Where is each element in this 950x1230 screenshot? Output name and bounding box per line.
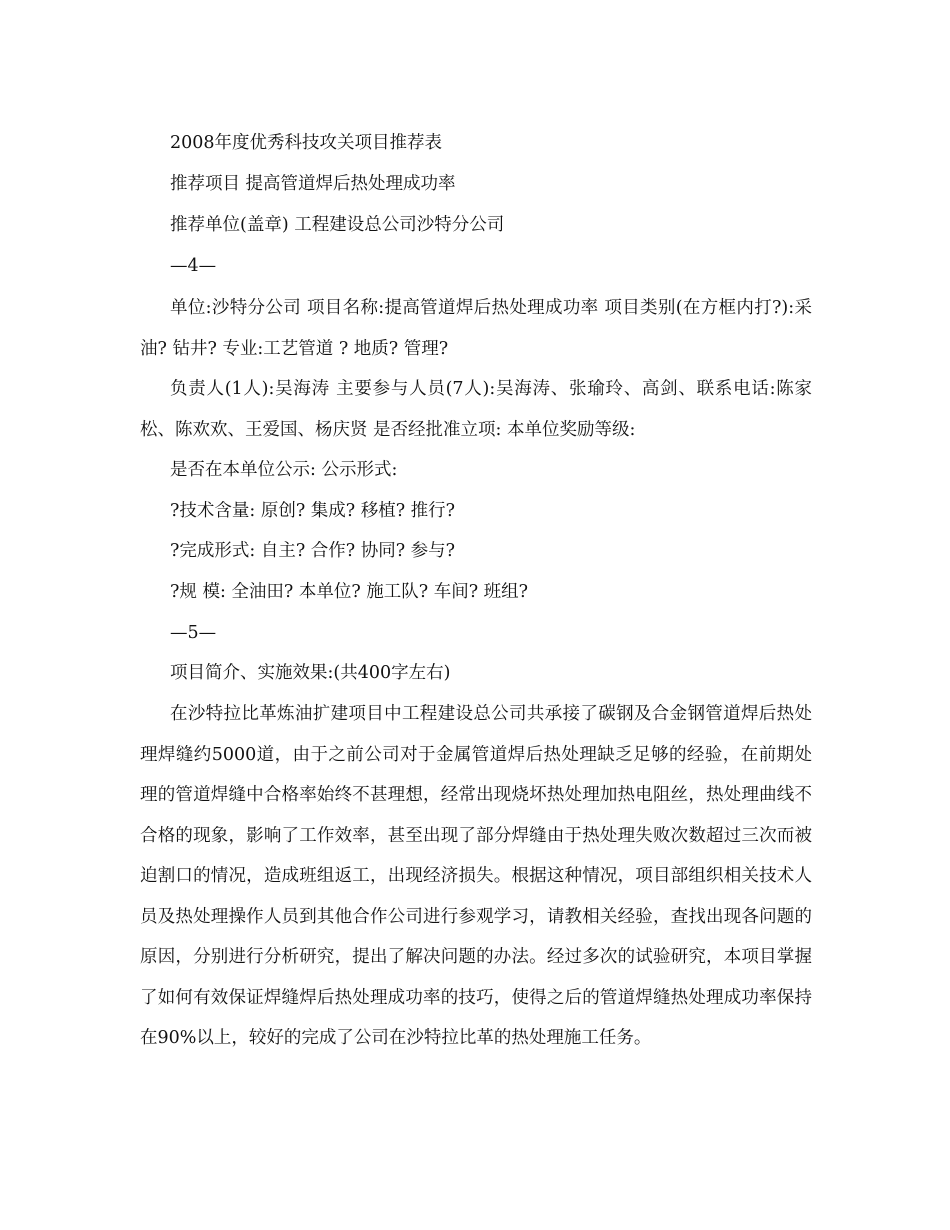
- project-info-paragraph: 单位:沙特分公司 项目名称:提高管道焊后热处理成功率 项目类别(在方框内打?):采油? 钻井? 专业:工艺管道 ? 地质? 管理?: [140, 298, 812, 359]
- recommending-unit-line: 推荐单位(盖章) 工程建设总公司沙特分公司: [170, 215, 505, 235]
- intro-body-paragraph: 在沙特拉比革炼油扩建项目中工程建设总公司共承接了碳钢及合金钢管道焊后热处理焊缝约5000道，由于之前公司对于金属管道焊后热处理缺乏足够的经验，在前期处理的管道焊缝中合格率始终不甚理想，经常出现烧坏热处理加热电阻丝，热处理曲线不合格的现象，影响了工作效率，甚至出现了部分焊缝由于热处理失败次数超过三次而被迫割口的情况，造成班组返工，出现经济损失。根据这种情况，项目部组织相关技术人员及热处理操作人员到其他合作公司进行参观学习，请教相关经验，查找出现各问题的原因，分别进行分析研究，提出了解决问题的办法。经过多次的试验研究，本项目掌握了如何有效保证焊缝焊后热处理成功率的技巧，使得之后的管道焊缝热处理成功率保持在90%以上，较好的完成了公司在沙特拉比革的热处理施工任务。: [140, 704, 812, 1048]
- completion-form-line: ?完成形式: 自主? 合作? 协同? 参与?: [170, 541, 456, 561]
- scale-line: ?规 模: 全油田? 本单位? 施工队? 车间? 班组?: [170, 582, 529, 602]
- technical-content-line: ?技术含量: 原创? 集成? 移植? 推行?: [170, 501, 456, 521]
- page-marker-4: —4—: [170, 256, 217, 276]
- intro-heading: 项目简介、实施效果:(共400字左右): [170, 663, 451, 683]
- document-title: 2008年度优秀科技攻关项目推荐表: [170, 133, 443, 153]
- recommended-project-line: 推荐项目 提高管道焊后热处理成功率: [170, 174, 456, 194]
- publicity-line: 是否在本单位公示: 公示形式:: [170, 460, 398, 480]
- page-marker-5: —5—: [170, 623, 217, 643]
- personnel-paragraph: 负责人(1人):吴海涛 主要参与人员(7人):吴海涛、张瑜玲、高剑、联系电话:陈家松、陈欢欢、王爱国、杨庆贤 是否经批准立项: 本单位奖励等级:: [140, 379, 812, 440]
